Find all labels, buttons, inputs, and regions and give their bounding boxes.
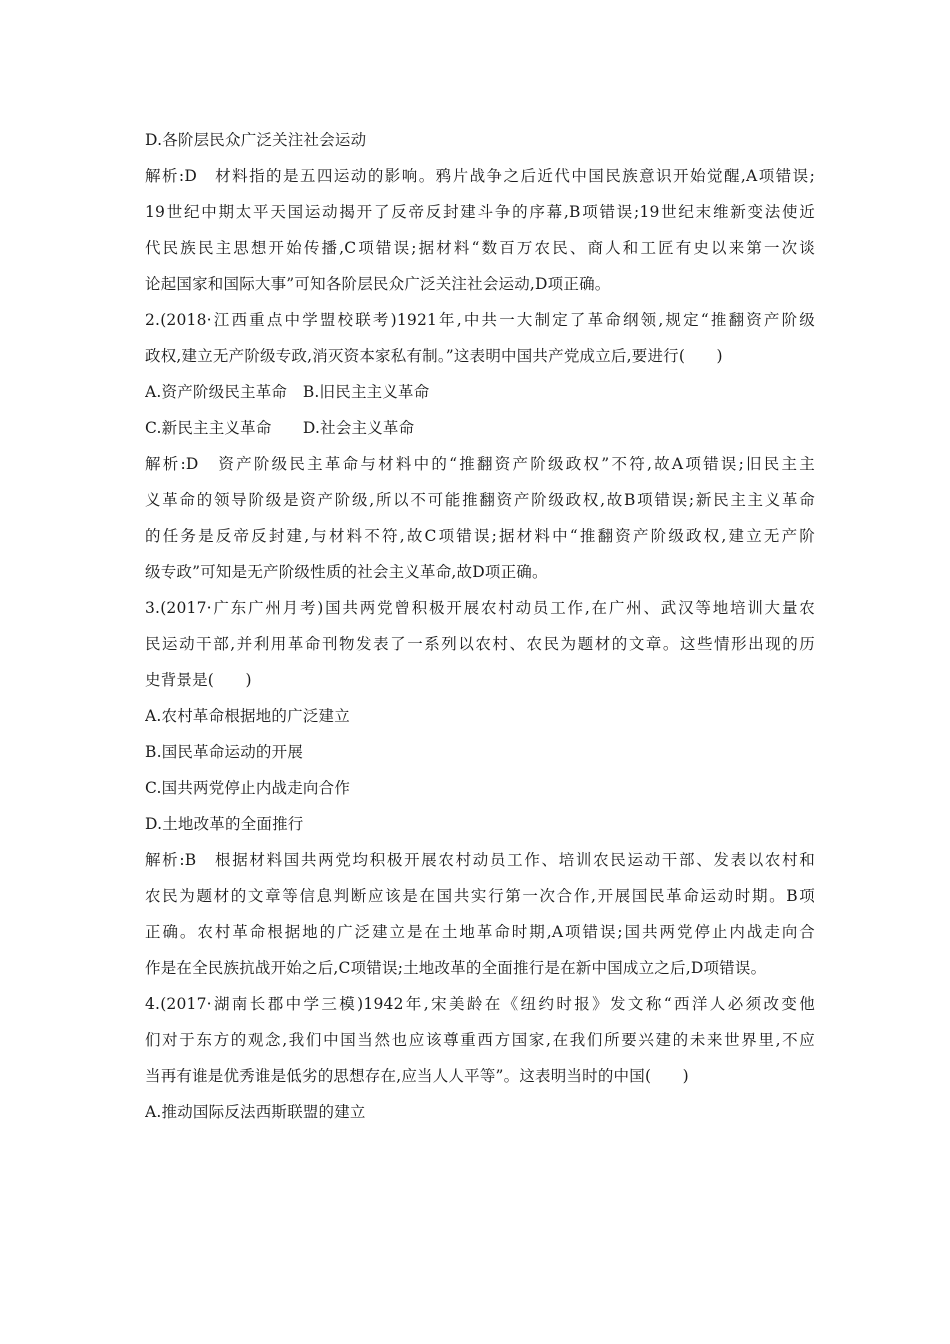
q4-option-a	[145, 1094, 815, 1130]
q2-stem	[145, 302, 815, 374]
q2-analysis-line-2: 义革命的领导阶级是资产阶级,所以不可能推翻资产阶级政权,故B项错误;新民主主义革命	[145, 491, 815, 509]
q3-stem-line-1: 3.(2017·广东广州月考)国共两党曾积极开展农村动员工作,在广州、武汉等地培训大量农	[145, 599, 815, 617]
q2-stem-line-1: 2.(2018·江西重点中学盟校联考)1921年,中共一大制定了革命纲领,规定“推翻资产阶级	[145, 311, 815, 329]
q2-analysis-line-4: 级专政”可知是无产阶级性质的社会主义革命,故D项正确。	[145, 563, 548, 581]
q4-option-a-line-1: A.推动国际反法西斯联盟的建立	[145, 1103, 366, 1121]
q2-analysis	[145, 446, 815, 590]
q2-analysis-line-1: 解析:D 资产阶级民主革命与材料中的“推翻资产阶级政权”不符,故A项错误;旧民主主	[145, 455, 815, 473]
q3-option-a	[145, 698, 815, 734]
q3-option-d	[145, 806, 815, 842]
q4-stem	[145, 986, 815, 1094]
q1-analysis-line-4: 论起国家和国际大事”可知各阶层民众广泛关注社会运动,D项正确。	[145, 275, 611, 293]
q4-stem-line-3: 当再有谁是优秀谁是低劣的思想存在,应当人人平等”。这表明当时的中国( )	[145, 1067, 689, 1085]
q3-stem	[145, 590, 815, 698]
q2-analysis-line-3: 的任务是反帝反封建,与材料不符,故C项错误;据材料中“推翻资产阶级政权,建立无产阶	[145, 527, 815, 545]
q3-analysis-line-3: 正确。农村革命根据地的广泛建立是在土地革命时期,A项错误;国共两党停止内战走向合	[145, 923, 815, 941]
q2-stem-line-2: 政权,建立无产阶级专政,消灭资本家私有制。”这表明中国共产党成立后,要进行( )	[145, 347, 723, 365]
q3-analysis-line-2: 农民为题材的文章等信息判断应该是在国共实行第一次合作,开展国民革命运动时期。B项	[145, 887, 815, 905]
document-page	[145, 122, 815, 1130]
q2-options-ab	[145, 374, 815, 410]
q1-analysis-line-2: 19世纪中期太平天国运动揭开了反帝反封建斗争的序幕,B项错误;19世纪末维新变法使近	[145, 203, 815, 221]
q1-option-d-line-1: D.各阶层民众广泛关注社会运动	[145, 131, 367, 149]
q3-option-c-line-1: C.国共两党停止内战走向合作	[145, 779, 351, 797]
q4-stem-line-2: 们对于东方的观念,我们中国当然也应该尊重西方国家,在我们所要兴建的未来世界里,不应	[145, 1031, 815, 1049]
q2-options-ab-line-1: A.资产阶级民主革命 B.旧民主主义革命	[145, 383, 430, 401]
q2-options-cd	[145, 410, 815, 446]
q1-analysis	[145, 158, 815, 302]
q3-analysis-line-1: 解析:B 根据材料国共两党均积极开展农村动员工作、培训农民运动干部、发表以农村和	[145, 851, 815, 869]
q3-option-b-line-1: B.国民革命运动的开展	[145, 743, 304, 761]
q3-analysis	[145, 842, 815, 986]
q3-stem-line-2: 民运动干部,并利用革命刊物发表了一系列以农村、农民为题材的文章。这些情形出现的历	[145, 635, 815, 653]
q1-option-d	[145, 122, 815, 158]
q4-stem-line-1: 4.(2017·湖南长郡中学三模)1942年,宋美龄在《纽约时报》发文称“西洋人必须改变他	[145, 995, 815, 1013]
q3-stem-line-3: 史背景是( )	[145, 671, 252, 689]
q1-analysis-line-3: 代民族民主思想开始传播,C项错误;据材料“数百万农民、商人和工匠有史以来第一次谈	[145, 239, 815, 257]
q3-option-d-line-1: D.土地改革的全面推行	[145, 815, 304, 833]
q2-options-cd-line-1: C.新民主主义革命 D.社会主义革命	[145, 419, 415, 437]
q3-analysis-line-4: 作是在全民族抗战开始之后,C项错误;土地改革的全面推行是在新中国成立之后,D项错误。	[145, 959, 767, 977]
q3-option-b	[145, 734, 815, 770]
q3-option-a-line-1: A.农村革命根据地的广泛建立	[145, 707, 350, 725]
q3-option-c	[145, 770, 815, 806]
q1-analysis-line-1: 解析:D 材料指的是五四运动的影响。鸦片战争之后近代中国民族意识开始觉醒,A项错误;	[145, 167, 815, 185]
